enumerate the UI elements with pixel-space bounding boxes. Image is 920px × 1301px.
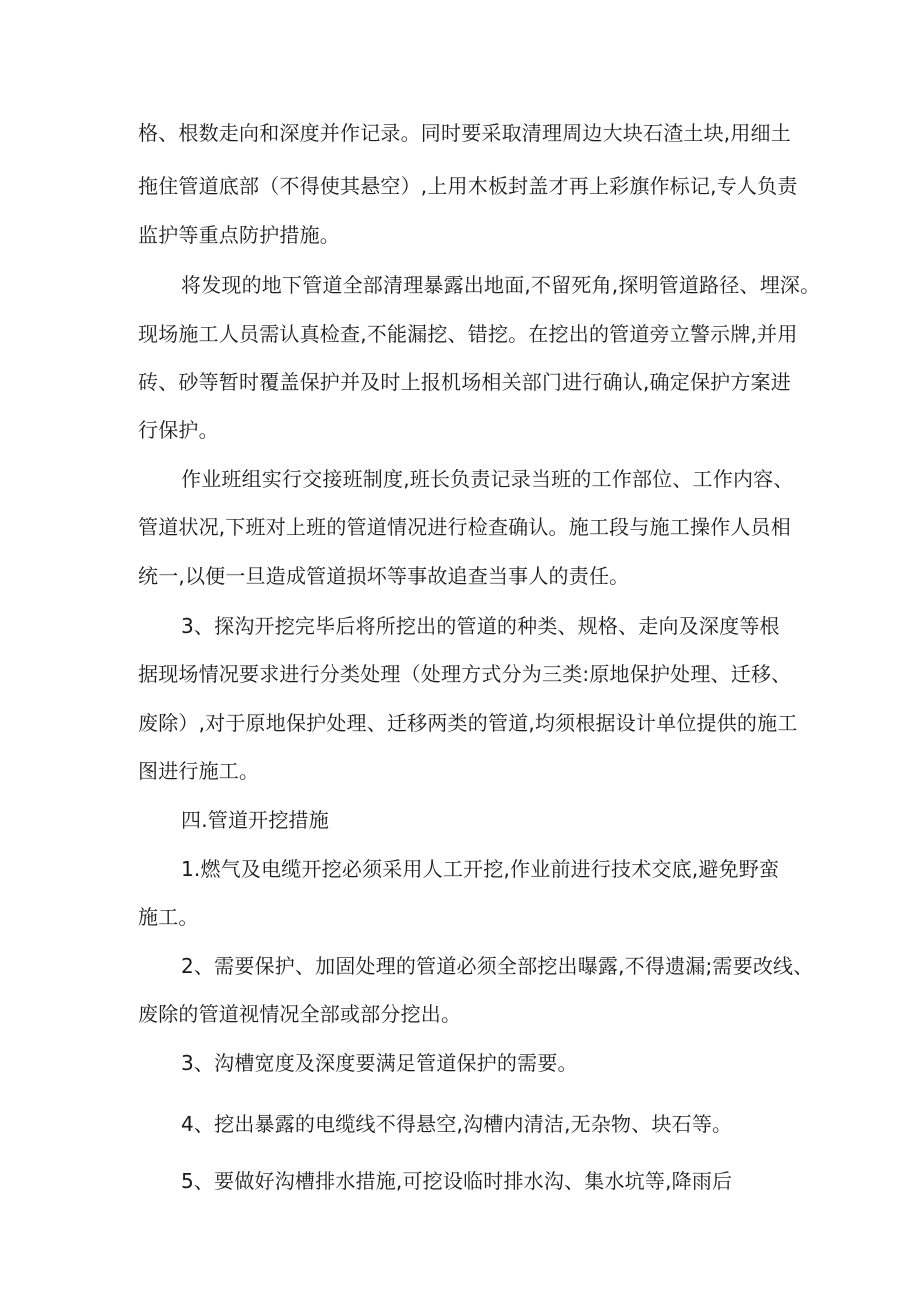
text-line-21: 4、挖出暴露的电缆线不得悬空,沟槽内清洁,无杂物、块石等。 (181, 1112, 733, 1136)
text-line-18: 2、需要保护、加固处理的管道必须全部挖出曝露,不得遗漏;需要改线、 (181, 954, 814, 978)
text-line-22: 5、要做好沟槽排水措施,可挖设临时排水沟、集水坑等,降雨后 (181, 1169, 733, 1193)
text-line-2: 拖住管道底部（不得使其悬空）,上用木板封盖才再上彩旗作标记,专人负责 (138, 174, 798, 198)
text-line-8: 作业班组实行交接班制度,班长负责记录当班的工作部位、工作内容、 (181, 467, 794, 491)
text-line-19: 废除的管道视情况全部或部分挖出。 (138, 1002, 462, 1026)
text-line-9: 管道状况,下班对上班的管道情况进行检查确认。施工段与施工操作人员相 (138, 515, 791, 539)
text-line-11: 3、探沟开挖完毕后将所挖出的管道的种类、规格、走向及深度等根 (181, 614, 780, 638)
text-line-12: 据现场情况要求进行分类处理（处理方式分为三类:原地保护处理、迁移、 (138, 662, 792, 686)
text-line-7: 行保护。 (138, 418, 219, 442)
text-line-1: 格、根数走向和深度并作记录。同时要采取清理周边大块石渣土块,用细土 (138, 121, 791, 145)
text-line-14: 图进行施工。 (138, 759, 260, 783)
text-line-6: 砖、砂等暂时覆盖保护并及时上报机场相关部门进行确认,确定保护方案进 (138, 370, 791, 394)
text-line-17: 施工。 (138, 905, 199, 929)
section-heading: 四.管道开挖措施 (181, 808, 329, 832)
text-line-3: 监护等重点防护措施。 (138, 223, 340, 247)
text-line-4: 将发现的地下管道全部清理暴露出地面,不留死角,探明管道路径、埋深。 (181, 273, 821, 297)
text-line-20: 3、沟槽宽度及深度要满足管道保护的需要。 (181, 1051, 578, 1075)
text-line-16: 1.燃气及电缆开挖必须采用人工开挖,作业前进行技术交底,避免野蛮 (181, 857, 780, 881)
text-line-10: 统一,以便一旦造成管道损坏等事故追查当事人的责任。 (138, 564, 630, 588)
text-line-5: 现场施工人员需认真检查,不能漏挖、错挖。在挖出的管道旁立警示牌,并用 (138, 322, 798, 346)
text-line-13: 废除）,对于原地保护处理、迁移两类的管道,均须根据设计单位提供的施工 (138, 711, 798, 735)
